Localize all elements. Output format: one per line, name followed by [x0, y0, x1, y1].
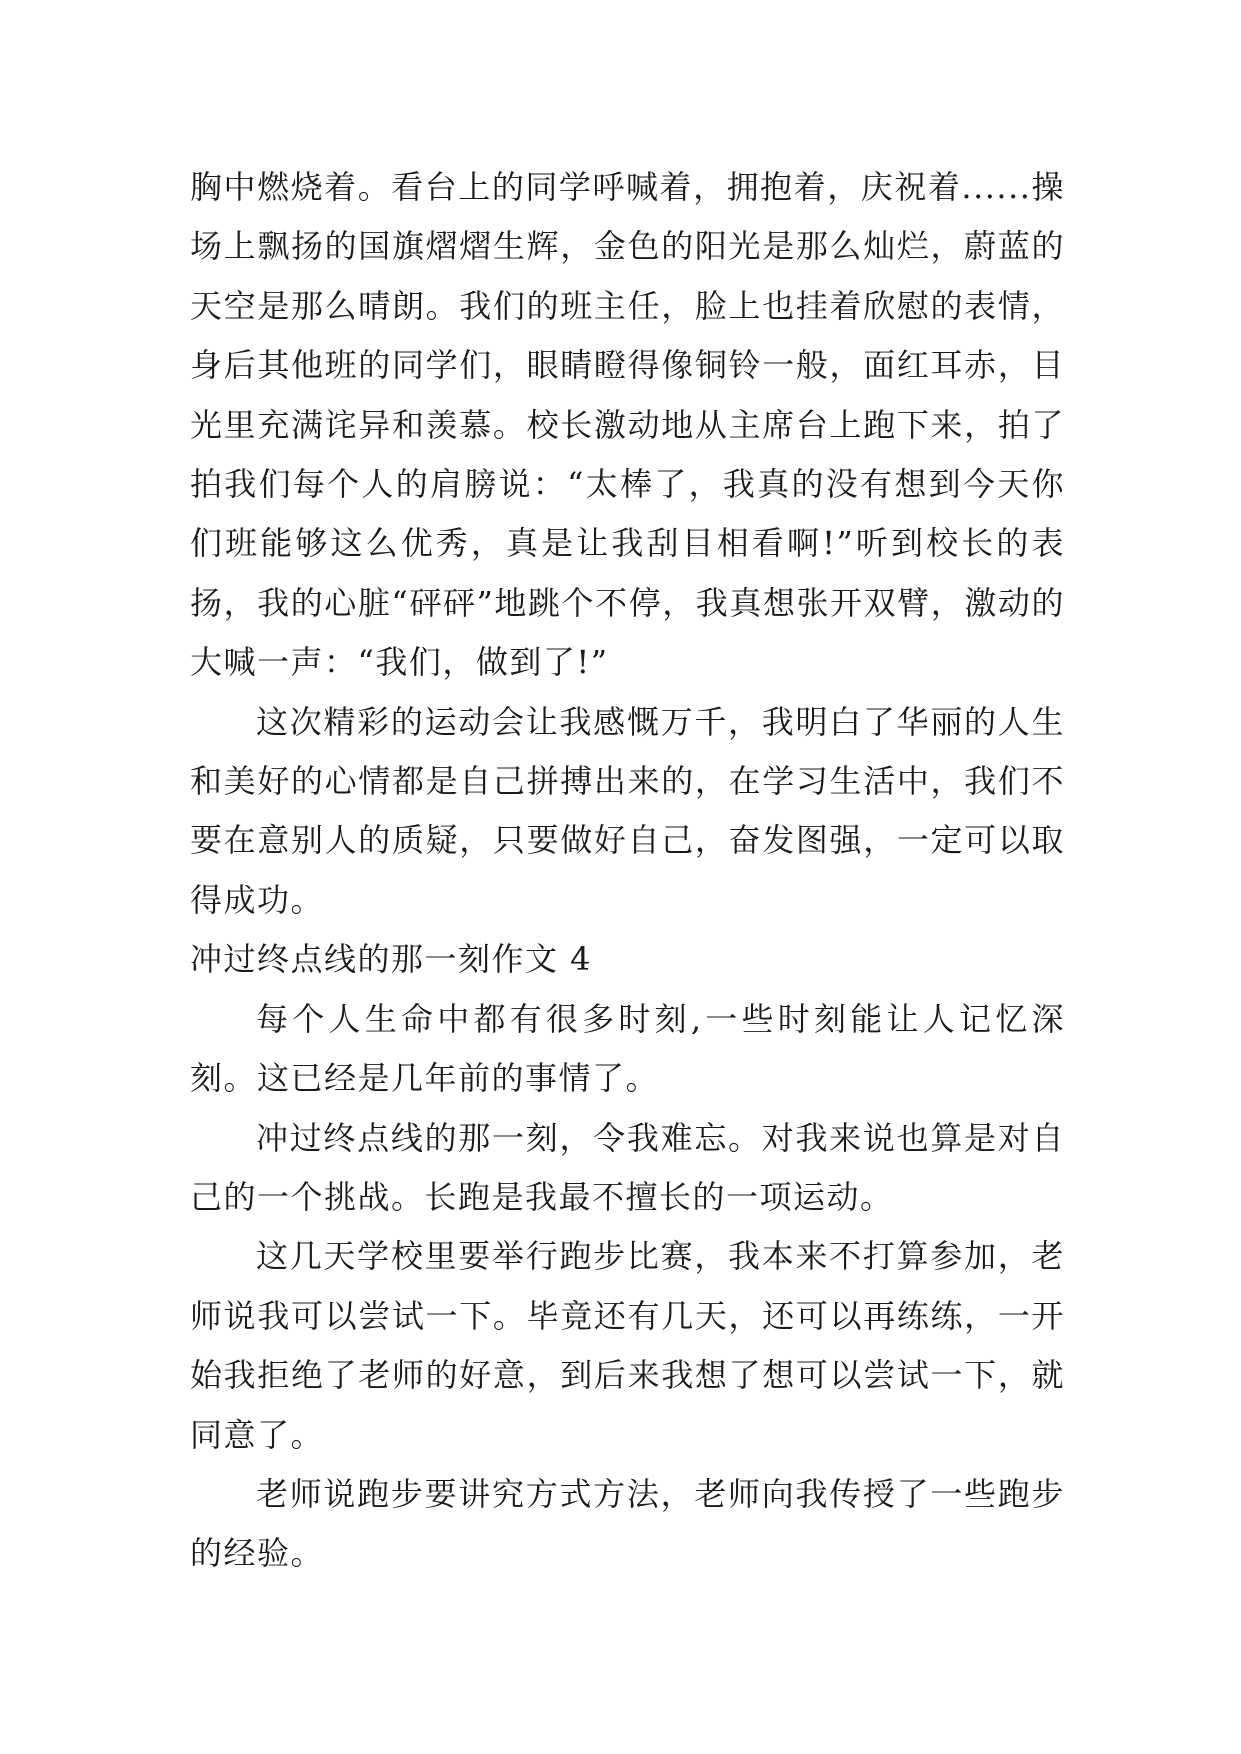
document-body	[190, 158, 1065, 1584]
paragraph: 这几天学校里要举行跑步比赛，我本来不打算参加，老师说我可以尝试一下。毕竟还有几天，还可以再练练，一开始我拒绝了老师的好意，到后来我想了想可以尝试一下，就同意了。	[190, 1237, 1065, 1454]
essay-heading: 冲过终点线的那一刻作文 4	[190, 940, 593, 979]
paragraph: 每个人生命中都有很多时刻,一些时刻能让人记忆深刻。这已经是几年前的事情了。	[190, 999, 1065, 1098]
paragraph: 冲过终点线的那一刻，令我难忘。对我来说也算是对自己的一个挑战。长跑是我最不擅长的一项运动。	[190, 1118, 1065, 1216]
paragraph-continuation: 胸中燃烧着。看台上的同学呼喊着，拥抱着，庆祝着......操场上飘扬的国旗熠熠生辉，金色的阳光是那么灿烂，蔚蓝的天空是那么晴朗。我们的班主任，脸上也挂着欣慰的表情，身后其他班的同学们，眼睛瞪得像铜铃一般，面红耳赤，目光里充满诧异和羡慕。校长激动地从主席台上跑下来，拍了拍我们每个人的肩膀说：“太棒了，我真的没有想到今天你们班能够这么优秀，真是让我刮目相看啊!”听到校长的表扬，我的心脏“砰砰”地跳个不停，我真想张开双臂，激动的大喊一声：“我们，做到了!”	[190, 168, 1065, 682]
paragraph: 老师说跑步要讲究方式方法，老师向我传授了一些跑步的经验。	[190, 1474, 1065, 1573]
paragraph-conclusion: 这次精彩的运动会让我感慨万千，我明白了华丽的人生和美好的心情都是自己拼搏出来的，在学习生活中，我们不要在意别人的质疑，只要做好自己，奋发图强，一定可以取得成功。	[190, 702, 1065, 919]
